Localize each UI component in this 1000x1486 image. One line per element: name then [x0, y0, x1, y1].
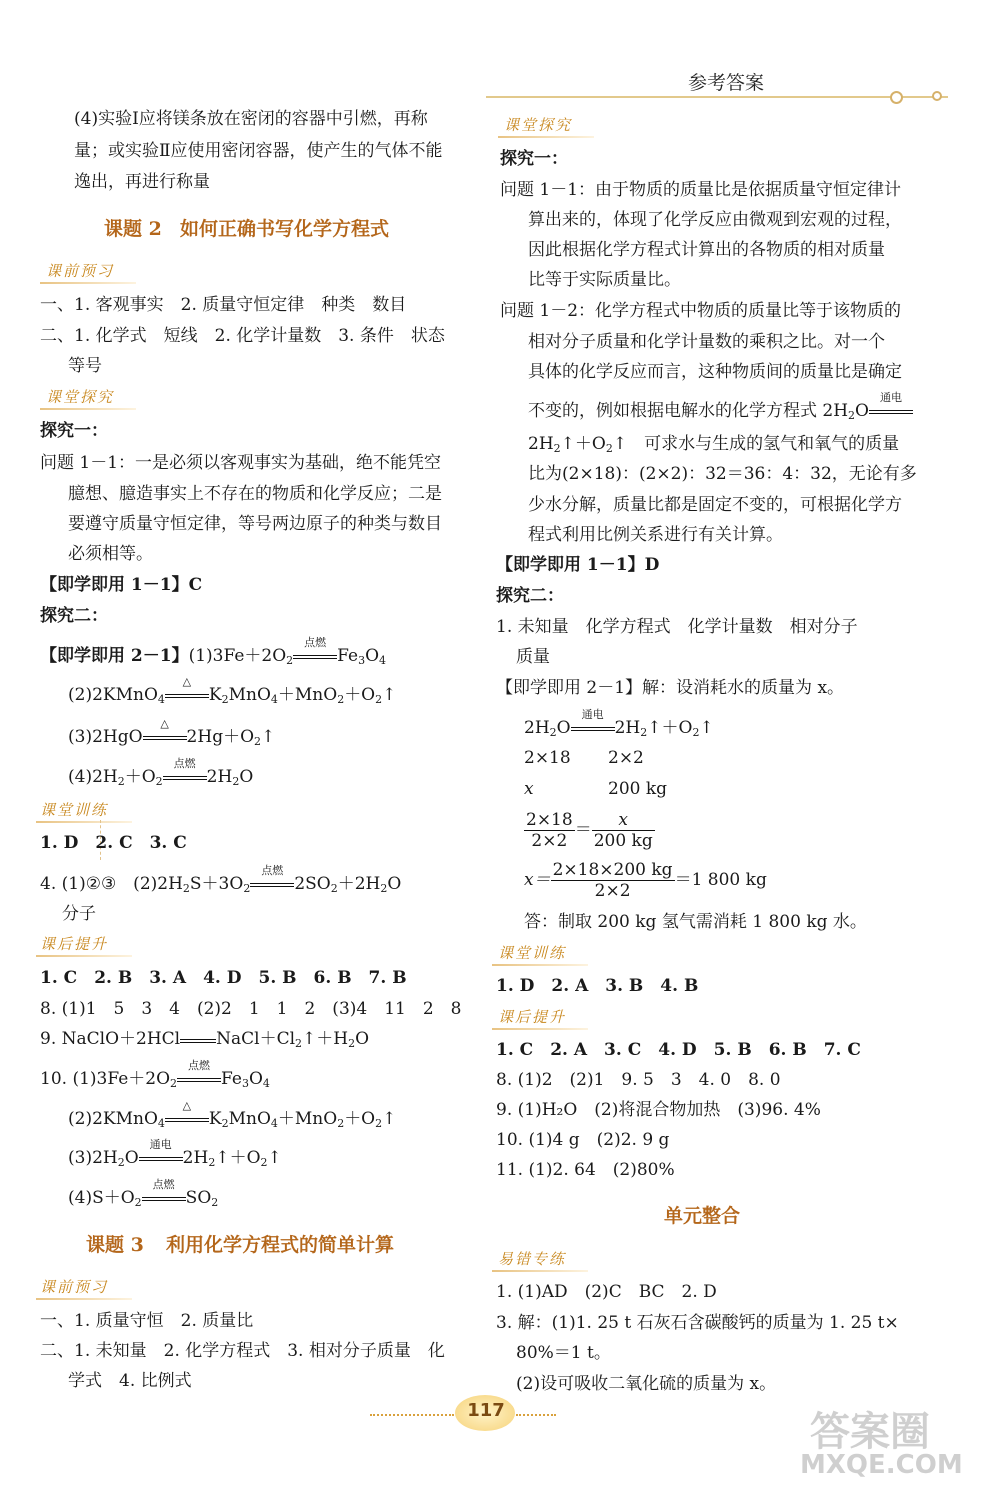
section-underline [492, 964, 588, 966]
text-line: 具体的化学反应而言，这种物质间的质量比是确定 [528, 362, 902, 382]
page-number: 117 [467, 1400, 505, 1421]
equation-line: 不变的，例如根据电解水的化学方程式 $2H_2O$ 通电 [528, 400, 913, 427]
text-line: 3. 解：(1)1. 25 t 石灰石含碳酸钙的质量为 1. 25 t× [496, 1313, 899, 1333]
section-underline [36, 1298, 132, 1300]
equation-line: $(3)2H_2O$ 通电 $2H_2↑+O_2↑$ [68, 1138, 282, 1169]
calc-cell: x [524, 779, 534, 799]
equation-line: $(4)2H_2+O_2$ 点燃 $2H_2O$ [68, 757, 254, 788]
text-line: 问题 1－1：由于物质的质量比是依据质量守恒定律计 [500, 180, 902, 200]
answer-line: 1. C 2. A 3. C 4. D 5. B 6. B 7. C [496, 1040, 861, 1060]
text-line: 二、1. 化学式 短线 2. 化学计量数 3. 条件 状态 [40, 326, 445, 346]
footer-rule [370, 1414, 454, 1416]
footer-rule [516, 1414, 556, 1416]
text-line: 答：制取 200 kg 氢气需消耗 1 800 kg 水。 [524, 912, 867, 932]
equation-line: (2)2KMnO$_4$ △ $K_2MnO_4+MnO_2+O_2↑$ [68, 675, 397, 706]
text-line: 量；或实验Ⅱ应使用密闭容器，使产生的气体不能 [74, 141, 443, 161]
text-line: 1. (1)AD (2)C BC 2. D [496, 1282, 717, 1302]
watermark: 答案圈 MXQE.COM [800, 1409, 963, 1480]
text-line: 一、1. 客观事实 2. 质量守恒定律 种类 数目 [40, 295, 407, 315]
section-heading: 课后提升 [498, 1008, 567, 1026]
equation-line: $(4)S+O_2$ 点燃 $SO_2$ [68, 1178, 219, 1209]
text-line: 8. (1)2 (2)1 9. 5 3 4. 0 8. 0 [496, 1070, 781, 1090]
equation-line: (2)2KMnO$_4$ △ $K_2MnO_4+MnO_2+O_2↑$ [68, 1099, 397, 1130]
section-underline [498, 136, 594, 138]
text-line: 相对分子质量和化学计量数的乘积之比。对一个 [528, 332, 885, 352]
section-underline [40, 408, 136, 410]
section-heading: 课前预习 [46, 262, 115, 280]
topic-title: 如何正确书写化学方程式 [180, 218, 390, 240]
subheading: 探究二： [496, 586, 564, 606]
calc-cell: 200 kg [608, 779, 668, 799]
text-line: 问题 1－1：一是必须以客观事实为基础，绝不能凭空 [40, 453, 442, 473]
text-line: 算出来的，体现了化学反应由微观到宏观的过程， [528, 210, 902, 230]
page-header-title: 参考答案 [688, 72, 765, 94]
equation-line: 4. (1)②③ $(2)2H_2S+3O_2$ 点燃 $2SO_2+2H_2O$ [40, 864, 402, 895]
text-line: 臆想、臆造事实上不存在的物质和化学反应；二是 [68, 484, 442, 504]
answer-line: 【即学即用 1－1】D [496, 555, 660, 575]
section-underline [36, 821, 132, 823]
answer-line: 【即学即用 1－1】C [40, 575, 203, 595]
text-line: 少水分解，质量比都是固定不变的，可根据化学方 [528, 495, 902, 515]
text-line: 逸出，再进行称量 [74, 172, 210, 192]
topic-label: 课题 2 [104, 218, 162, 240]
section-underline [492, 1028, 588, 1030]
apply-label: 【即学即用 2－1】 [40, 646, 189, 666]
answer-line: 1. C 2. B 3. A 4. D 5. B 6. B 7. B [40, 968, 407, 988]
section-heading: 课堂训练 [40, 801, 109, 819]
section-heading: 课堂探究 [46, 388, 115, 406]
equation-line: $2H_2↑+O_2↑$ 可求水与生成的氢气和氧气的质量 [528, 434, 900, 455]
text-line: 必须相等。 [68, 544, 153, 564]
text-line: 10. (1)4 g (2)2. 9 g [496, 1130, 670, 1150]
equation-line: (3)2HgO △ $2Hg+O_2↑$ [68, 717, 276, 748]
topic-label: 课题 3 [86, 1234, 144, 1256]
answer-line: 1. D 2. C 3. C [40, 833, 187, 853]
equation-line: 【即学即用 2－1】$(1)3Fe+2O_2$ 点燃 $Fe_3O_4$ [40, 636, 387, 667]
text-line: 质量 [516, 647, 550, 667]
calc-cell: 2×2 [608, 748, 644, 768]
text-line: 比等于实际质量比。 [528, 270, 681, 290]
header-ornament-dot [890, 91, 903, 104]
text-line: 11. (1)2. 64 (2)80% [496, 1160, 675, 1180]
section-heading: 课堂训练 [498, 944, 567, 962]
text-line: 分子 [62, 904, 96, 924]
unit-title: 单元整合 [664, 1205, 741, 1227]
text-line: (2)设可吸收二氧化硫的质量为 x。 [516, 1374, 777, 1394]
text-line: 学式 4. 比例式 [68, 1371, 192, 1391]
section-underline [40, 282, 136, 284]
section-heading: 易错专练 [498, 1250, 567, 1268]
equation-line: $2H_2O$ 通电 $2H_2↑+O_2↑$ [524, 708, 714, 739]
section-heading: 课后提升 [40, 935, 109, 953]
text-line: 80%＝1 t。 [516, 1343, 611, 1363]
section-underline [492, 1270, 588, 1272]
text-line: 比为(2×18)：(2×2)：32＝36：4：32，无论有多 [528, 464, 917, 484]
text-line: 8. (1)1 5 3 4 (2)2 1 1 2 (3)4 11 2 8 [40, 999, 462, 1019]
answer-line: 【即学即用 2－1】解：设消耗水的质量为 x。 [496, 678, 845, 698]
header-rule [486, 96, 948, 98]
answer-line: 1. D 2. A 3. B 4. B [496, 976, 699, 996]
calc-cell: 2×18 [524, 748, 571, 768]
text-line: 二、1. 未知量 2. 化学方程式 3. 相对分子质量 化 [40, 1341, 445, 1361]
subheading: 探究一： [500, 149, 568, 169]
text-line: 程式利用比例关系进行有关计算。 [528, 525, 783, 545]
topic-title: 利用化学方程式的简单计算 [166, 1234, 395, 1256]
text-line: 1. 未知量 化学方程式 化学计量数 相对分子 [496, 617, 858, 637]
text-line: 要遵守质量守恒定律，等号两边原子的种类与数目 [68, 514, 442, 534]
text-line: (4)实验Ⅰ应将镁条放在密闭的容器中引燃，再称 [74, 109, 428, 129]
section-underline [36, 955, 132, 957]
equation-line: 9. NaClO＋2HCl $NaCl+Cl_2↑+H_2O$ [40, 1029, 370, 1050]
text-line: 一、1. 质量守恒 2. 质量比 [40, 1311, 254, 1331]
text-line: 9. (1)H₂O (2)将混合物加热 (3)96. 4% [496, 1100, 821, 1120]
subheading: 探究二： [40, 606, 108, 626]
subheading: 探究一： [40, 421, 108, 441]
text-line: 等号 [68, 356, 102, 376]
text-line: 因此根据化学方程式计算出的各物质的相对质量 [528, 240, 885, 260]
equation-line: 10. $(1)3Fe+2O_2$ 点燃 $Fe_3O_4$ [40, 1059, 270, 1090]
calc-result: x＝ $\frac{2\times 18\times 200 kg}{2\times 2}$ ＝1 800 kg [524, 860, 767, 901]
section-heading: 课前预习 [40, 1278, 109, 1296]
section-heading: 课堂探究 [504, 116, 573, 134]
proportion: $\frac{2\times 18}{2\times 2}$ ＝ $\frac{x}{200 kg}$ [526, 810, 653, 851]
text-line: 问题 1－2：化学方程式中物质的质量比等于该物质的 [500, 301, 902, 321]
header-ornament-dot [932, 91, 942, 101]
